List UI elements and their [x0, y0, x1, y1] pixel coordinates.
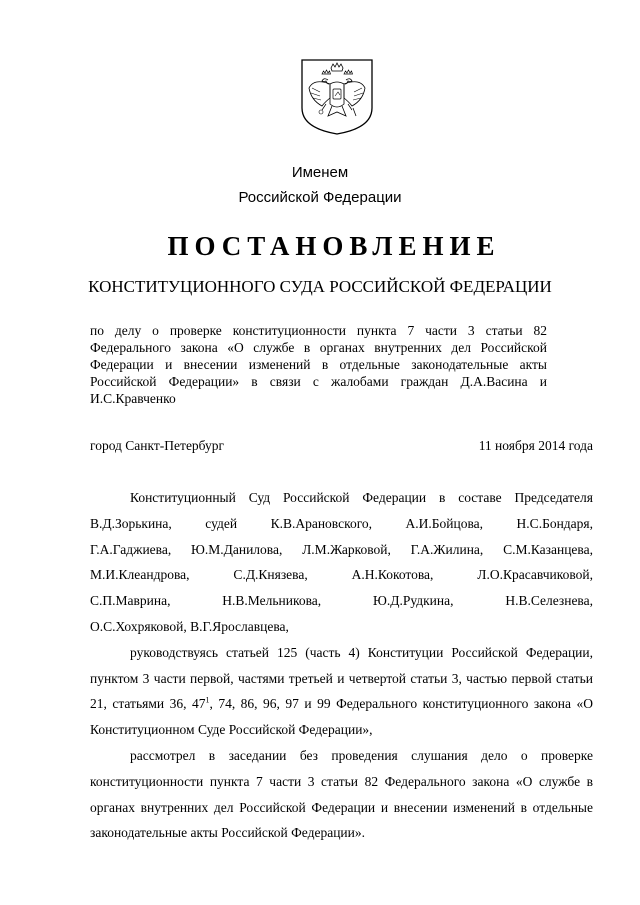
place-date-line [90, 437, 593, 454]
document-title: ПОСТАНОВЛЕНИЕ [167, 231, 501, 261]
court-name: КОНСТИТУЦИОННОГО СУДА РОССИЙСКОЙ ФЕДЕРАЦИИ [88, 277, 552, 296]
russian-federation-line: Российской Федерации [238, 189, 402, 206]
paragraph-composition-line-2: В.Д.Зорькина, судей К.В.Арановского, А.И.Бойцова, Н.С.Бондаря, [90, 515, 593, 531]
case-description: по делу о проверке конституционности пункта 7 части 3 статьи 82 Федерального закона «О службе в органах внутренних дел Российской Федерации и внесении изменений в отдельные законодательные акты Российской Федерации» в связи с жалобами граждан Д.А.Васина и И.С.Кравченко [90, 323, 547, 406]
paragraph-composition-line-6: О.С.Хохряковой, В.Г.Ярославцева, [90, 618, 289, 634]
superscript: 1 [205, 695, 210, 705]
paragraph-composition-line-5: С.П.Маврина, Н.В.Мельникова, Ю.Д.Рудкина, Н.В.Селезнева, [90, 593, 593, 609]
coat-of-arms-icon [300, 58, 374, 136]
place: город Санкт-Петербург [90, 438, 225, 453]
document-body [90, 485, 593, 846]
paragraph-composition-line-3: Г.А.Гаджиева, Ю.М.Данилова, Л.М.Жарковой, Г.А.Жилина, С.М.Казанцева, [90, 541, 593, 557]
date: 11 ноября 2014 года [478, 438, 593, 453]
paragraph-legal-basis: руководствуясь статьей 125 (часть 4) Конституции Российской Федерации, пунктом 3 части первой, частями третьей и четвертой статьи 3, частью первой статьи 21, статьями 36, $47^1$, 74, 86, 96, 97 и 99 Федерального конституционного закона «О Конституционном Суде Российской Федерации», [90, 644, 594, 738]
paragraph-considered: рассмотрел в заседании без проведения слушания дело о проверке конституционности пункта 7 части 3 статьи 82 Федерального закона «О службе в органах внутренних дел Российской Федерации и внесении изменений в отдельные законодательные акты Российской Федерации». [90, 747, 593, 841]
in-the-name-of-line: Именем [291, 164, 349, 181]
paragraph-composition-line-1: Конституционный Суд Российской Федерации в составе Председателя [130, 490, 593, 505]
paragraph-composition-line-4: М.И.Клеандрова, С.Д.Князева, А.Н.Кокотова, Л.О.Красавчиковой, [90, 567, 593, 583]
